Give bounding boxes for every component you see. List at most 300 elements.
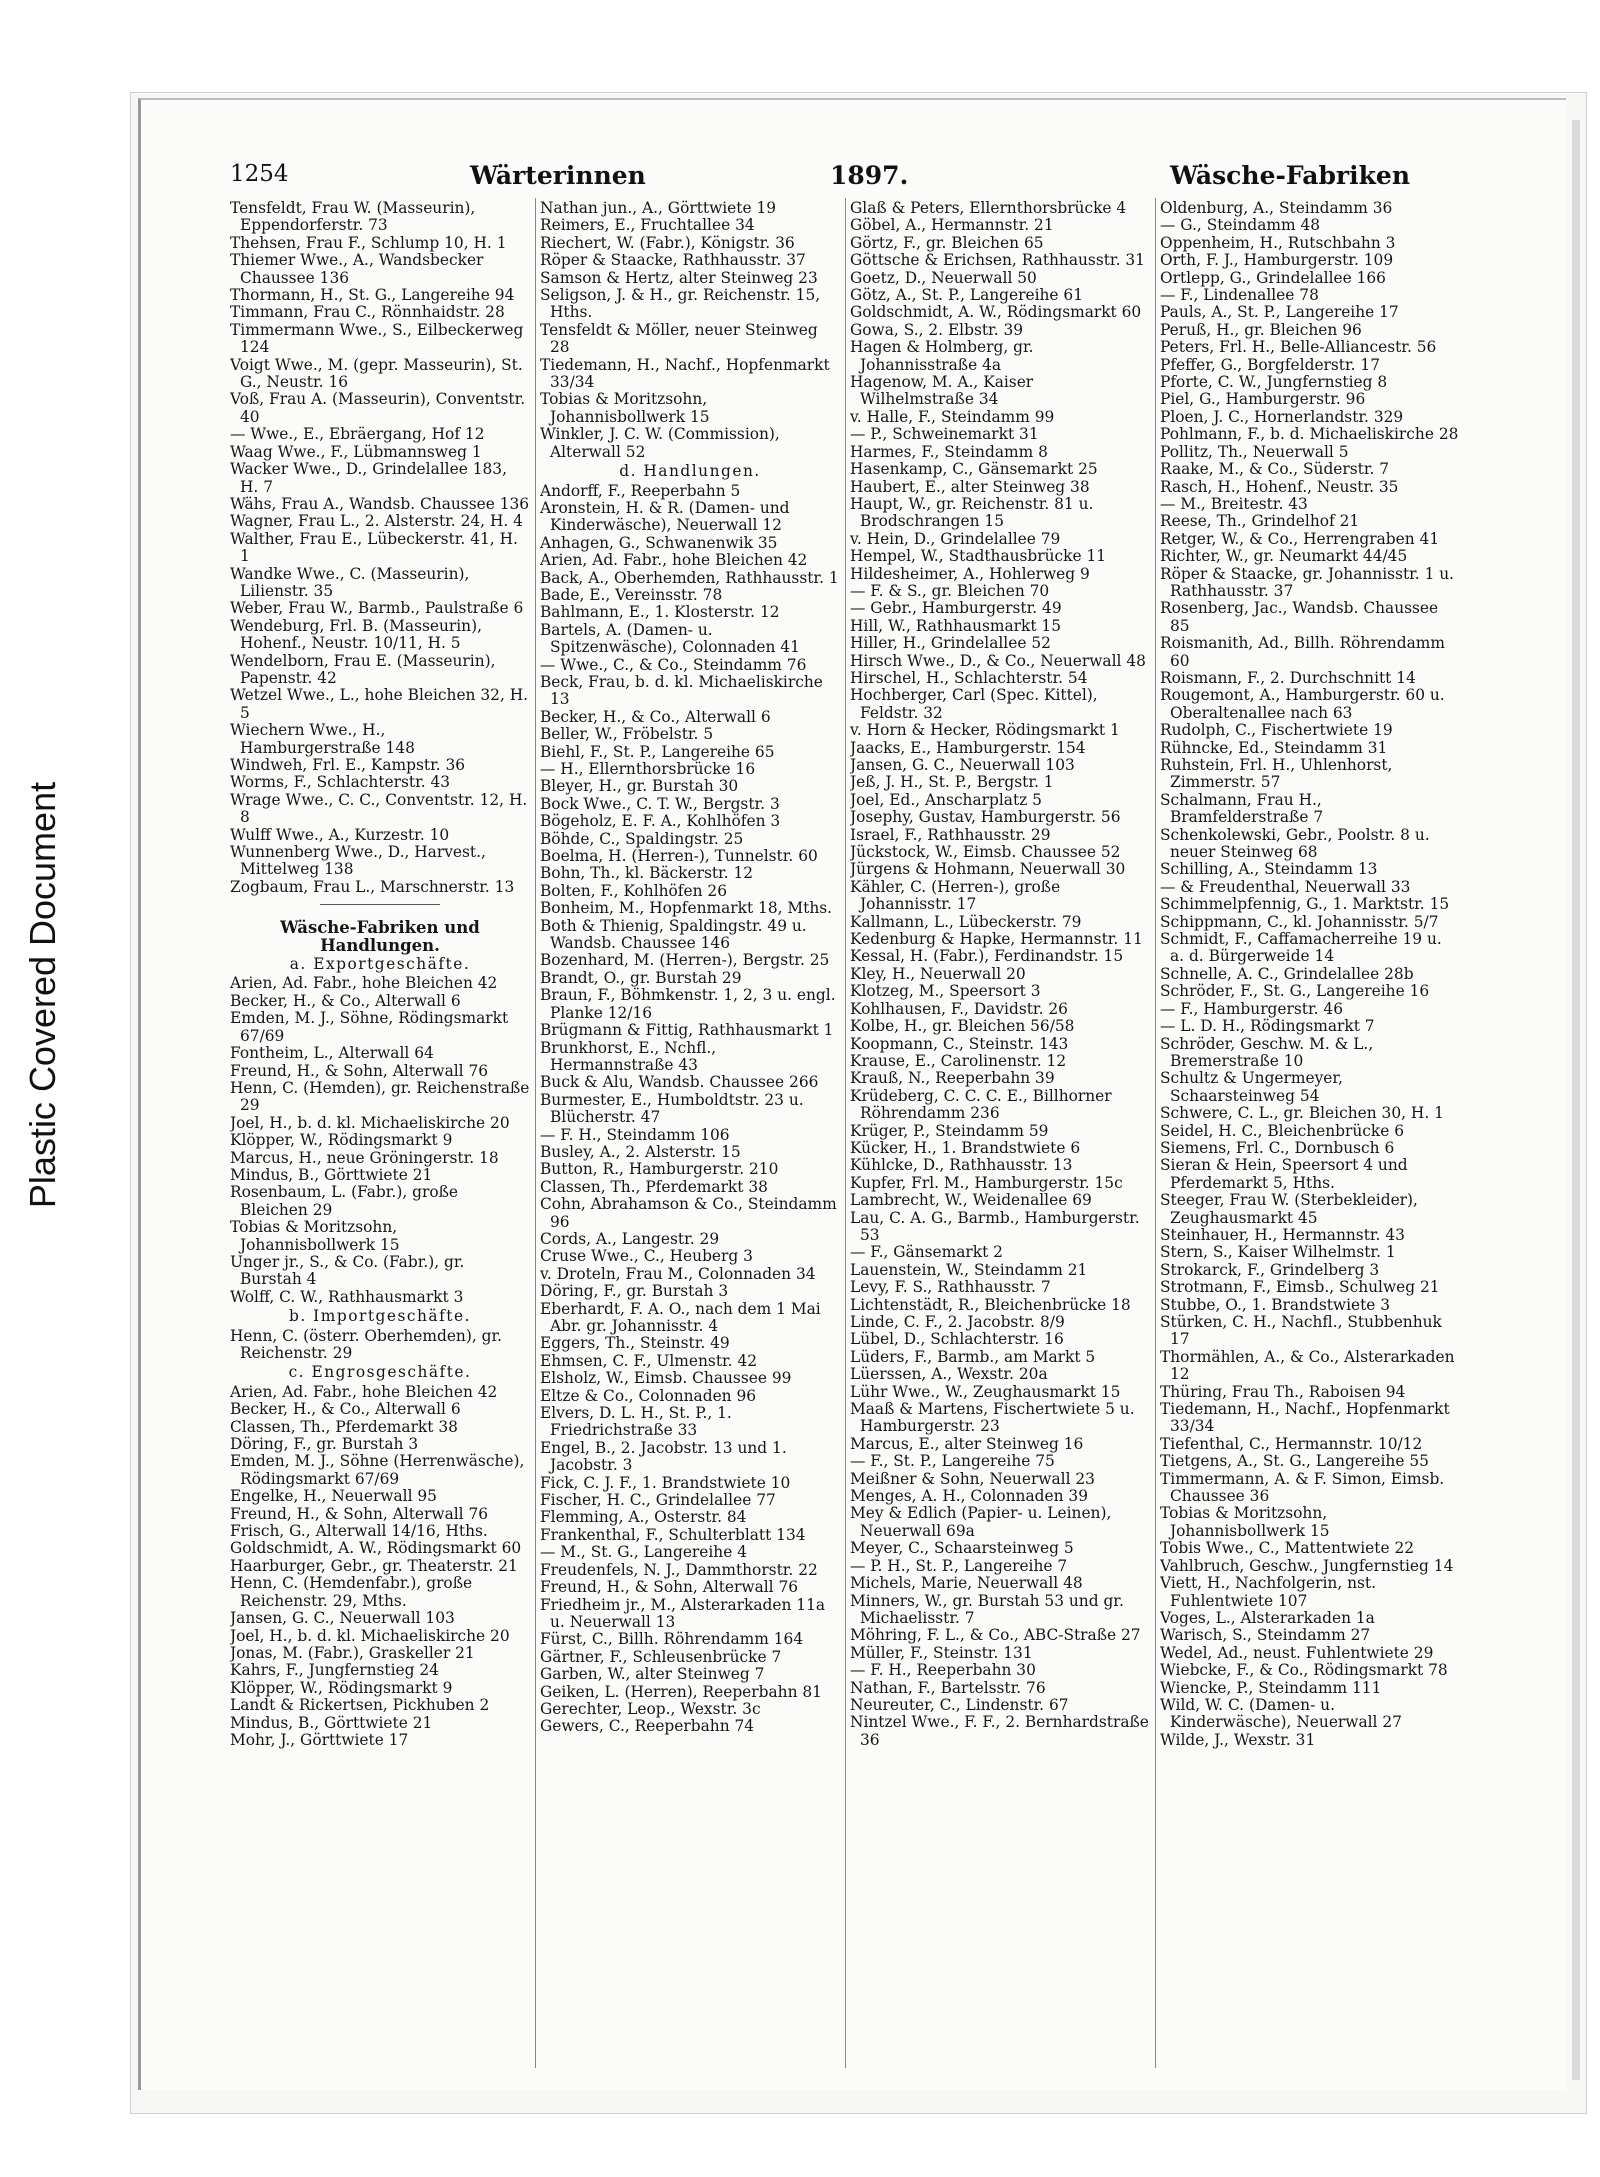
directory-entry: Freund, H., & Sohn, Alterwall 76 (540, 1578, 799, 1597)
directory-entry: Wulff Wwe., A., Kurzestr. 10 (230, 825, 450, 844)
directory-entry: Rosenbaum, L. (Fabr.), große Bleichen 29 (230, 1183, 458, 1219)
directory-entry: Jürgens & Hohmann, Neuerwall 30 (850, 860, 1126, 879)
directory-entry: Wendelborn, Frau E. (Masseurin), Papenstr. 42 (230, 651, 496, 687)
directory-entry: Wacker Wwe., D., Grindelallee 183, H. 7 (230, 460, 507, 496)
directory-entry: Wedel, Ad., neust. Fuhlentwiete 29 (1160, 1643, 1434, 1662)
directory-entry: Henn, C. (Hemdenfabr.), große Reichenstr. 29, Mths. (230, 1574, 473, 1610)
page-content (138, 98, 1563, 2088)
directory-entry: Mindus, B., Görttwiete 21 (230, 1165, 433, 1184)
directory-entry: Krüdeberg, C. C. C. E., Billhorner Röhrendamm 236 (850, 1086, 1112, 1123)
directory-entry: Hill, W., Rathhausmarkt 15 (850, 616, 1062, 635)
directory-entry: Kupfer, Frl. M., Hamburgerstr. 15c (850, 1173, 1123, 1192)
directory-entry: Göbel, A., Hermannstr. 21 (850, 216, 1054, 235)
directory-entry: Hasenkamp, C., Gänsemarkt 25 (850, 460, 1098, 479)
directory-entry: — H., Ellernthorsbrücke 16 (540, 760, 756, 778)
directory-entry: Henn, C. (österr. Oberhemden), gr. Reichenstr. 29 (230, 1326, 503, 1362)
directory-entry: Steinhauer, H., Hermannstr. 43 (1160, 1225, 1405, 1244)
directory-entry: Jansen, G. C., Neuerwall 103 (230, 1609, 455, 1628)
directory-entry: Schmidt, F., Caffamacherreihe 19 u. a. d. Bürgerweide 14 (1160, 930, 1442, 966)
directory-entry: Lübel, D., Schlachterstr. 16 (850, 1330, 1064, 1349)
directory-entry: Oldenburg, A., Steindamm 36 (1160, 200, 1393, 217)
directory-entry: Linde, C. F., 2. Jacobstr. 8/9 (850, 1313, 1065, 1331)
directory-entry: Joel, H., b. d. kl. Michaeliskirche 20 (230, 1626, 510, 1645)
directory-entry: Kessal, H. (Fabr.), Ferdinandstr. 15 (850, 947, 1124, 966)
directory-entry: Stürken, C. H., Nachfl., Stubbenhuk 17 (1160, 1313, 1442, 1349)
directory-entry: Minners, W., gr. Burstah 53 und gr. Michaelisstr. 7 (850, 1591, 1124, 1627)
directory-entry: Classen, Th., Pferdemarkt 38 (230, 1417, 458, 1436)
directory-entry: — Gebr., Hamburgerstr. 49 (850, 599, 1062, 618)
directory-entry: Haubert, E., alter Steinweg 38 (850, 477, 1090, 496)
directory-entry: Goldschmidt, A. W., Rödingsmarkt 60 (850, 303, 1142, 322)
directory-entry: Tiedemann, H., Nachf., Hopfenmarkt 33/34 (540, 355, 830, 392)
directory-entry: Kley, H., Neuerwall 20 (850, 964, 1026, 983)
directory-entry: Hirsch Wwe., D., & Co., Neuerwall 48 (850, 651, 1146, 670)
directory-entry: Nathan, F., Bartelsstr. 76 (850, 1678, 1046, 1697)
directory-entry: Timmermann, A. & F. Simon, Eimsb. Chaussee 36 (1160, 1469, 1445, 1506)
directory-entry: Hagenow, M. A., Kaiser Wilhelmstraße 34 (850, 373, 1034, 409)
directory-entry: Wolff, C. W., Rathhausmarkt 3 (230, 1287, 464, 1306)
directory-entry: Brügmann & Fittig, Rathhausmarkt 1 (540, 1021, 834, 1040)
directory-entry: Klöpper, W., Rödingsmarkt 9 (230, 1678, 453, 1697)
directory-entry: Engelke, H., Neuerwall 95 (230, 1487, 437, 1506)
directory-entry: Wähs, Frau A., Wandsb. Chaussee 136 (230, 494, 530, 513)
directory-entry: Unger jr., S., & Co. (Fabr.), gr. Burstah 4 (230, 1252, 465, 1289)
directory-entry: Schröder, F., St. G., Langereihe 16 (1160, 982, 1430, 1001)
directory-entry: Lau, C. A. G., Barmb., Hamburgerstr. 53 (850, 1208, 1140, 1244)
directory-entry: Anhagen, G., Schwanenwik 35 (540, 533, 778, 552)
directory-entry: Michels, Marie, Neuerwall 48 (850, 1574, 1083, 1593)
directory-entry: Eltze & Co., Colonnaden 96 (540, 1386, 757, 1405)
directory-entry: Meißner & Sohn, Neuerwall 23 (850, 1469, 1095, 1488)
directory-entry: Classen, Th., Pferdemarkt 38 (540, 1177, 768, 1196)
directory-entry: Oppenheim, H., Rutschbahn 3 (1160, 233, 1396, 252)
directory-entry: Bade, E., Vereinsstr. 78 (540, 585, 723, 604)
directory-entry: Bock Wwe., C. T. W., Bergstr. 3 (540, 794, 780, 813)
directory-entry: Wagner, Frau L., 2. Alsterstr. 24, H. 4 (230, 512, 523, 531)
directory-entry: Harmes, F., Steindamm 8 (850, 442, 1048, 461)
directory-entry: Cruse Wwe., C., Heuberg 3 (540, 1247, 753, 1266)
directory-entry: Menges, A. H., Colonnaden 39 (850, 1487, 1088, 1506)
directory-entry: Jeß, J. H., St. P., Bergstr. 1 (850, 773, 1054, 792)
directory-entry: Reimers, E., Fruchtallee 34 (540, 216, 755, 235)
directory-entry: Marcus, E., alter Steinweg 16 (850, 1434, 1084, 1453)
directory-entry: Kallmann, L., Lübeckerstr. 79 (850, 912, 1082, 931)
directory-entry: Becker, H., & Co., Alterwall 6 (230, 991, 461, 1010)
directory-entry: Gowa, S., 2. Elbstr. 39 (850, 320, 1024, 339)
directory-entry: Mey & Edlich (Papier- u. Leinen), Neuerwall 69a (850, 1504, 1112, 1540)
directory-entry: Goetz, D., Neuerwall 50 (850, 268, 1037, 287)
directory-entry: Kahrs, F., Jungfernstieg 24 (230, 1661, 439, 1680)
directory-entry: Ploen, J. C., Hornerlandstr. 329 (1160, 407, 1404, 426)
directory-entry: Gärtner, F., Schleusenbrücke 7 (540, 1647, 782, 1666)
directory-entry: — P. H., St. P., Langereihe 7 (850, 1556, 1068, 1575)
page-number: 1254 (230, 161, 289, 187)
directory-entry: Joel, Ed., Anscharplatz 5 (850, 790, 1042, 809)
directory-entry: Mohr, J., Görttwiete 17 (230, 1730, 409, 1749)
directory-entry: Krüger, P., Steindamm 59 (850, 1121, 1049, 1140)
directory-entry: Bögeholz, E. F. A., Kohlhöfen 3 (540, 812, 781, 831)
directory-entry: Riechert, W. (Fabr.), Königstr. 36 (540, 233, 795, 252)
directory-entry: Maaß & Martens, Fischertwiete 5 u. Hamburgerstr. 23 (850, 1400, 1135, 1436)
directory-entry: Landt & Rickertsen, Pickhuben 2 (230, 1696, 490, 1715)
directory-entry: Schenkolewski, Gebr., Poolstr. 8 u. neuer Steinweg 68 (1160, 825, 1430, 862)
directory-entry: Strotmann, F., Eimsb., Schulweg 21 (1160, 1278, 1440, 1297)
directory-entry: Both & Thienig, Spaldingstr. 49 u. Wandsb. Chaussee 146 (540, 916, 807, 953)
directory-entry: Schilling, A., Steindamm 13 (1160, 860, 1378, 879)
directory-entry: Elvers, D. L. H., St. P., 1. Friedrichstraße 33 (540, 1404, 732, 1440)
directory-entry: Winkler, J. C. W. (Commission), Alterwall 52 (540, 425, 780, 461)
page-edge (1572, 120, 1580, 2080)
section-title: Wäsche-Fabriken und Handlungen. (280, 918, 480, 955)
directory-entry: — F. H., Steindamm 106 (540, 1125, 730, 1144)
directory-entry: v. Halle, F., Steindamm 99 (850, 407, 1055, 426)
directory-entry: Peruß, H., gr. Bleichen 96 (1160, 320, 1362, 339)
directory-entry: Gewers, C., Reeperbahn 74 (540, 1717, 755, 1736)
directory-entry: Thüring, Frau Th., Raboisen 94 (1160, 1382, 1406, 1401)
directory-entry: Boelma, H. (Herren-), Tunnelstr. 60 (540, 847, 818, 866)
directory-entry: Kolbe, H., gr. Bleichen 56/58 (850, 1017, 1075, 1036)
directory-entry: Siemens, Frl. C., Dornbusch 6 (1160, 1138, 1395, 1157)
directory-entry: Cohn, Abrahamson & Co., Steindamm 96 (540, 1195, 837, 1231)
header-right-title: Wäsche-Fabriken (1170, 161, 1410, 190)
directory-entry: — M., St. G., Langereihe 4 (540, 1543, 748, 1562)
directory-entry: Geiken, L. (Herren), Reeperbahn 81 (540, 1682, 822, 1701)
directory-entry: Braun, F., Böhmkenstr. 1, 2, 3 u. engl. Planke 12/16 (540, 986, 836, 1022)
directory-entry: Warisch, S., Steindamm 27 (1160, 1626, 1371, 1645)
directory-entry: Wiebcke, F., & Co., Rödingsmarkt 78 (1160, 1661, 1448, 1680)
column-1 (230, 200, 530, 2070)
directory-entry: — F., Hamburgerstr. 46 (1160, 999, 1343, 1018)
directory-entry: Retger, W., & Co., Herrengraben 41 (1160, 529, 1440, 548)
directory-entry: Lühr Wwe., W., Zeughausmarkt 15 (850, 1382, 1121, 1401)
directory-entry: Voges, L., Alsterarkaden 1a (1160, 1608, 1375, 1627)
directory-entry: Schalmann, Frau H., Bramfelderstraße 7 (1160, 790, 1324, 827)
directory-entry: Schröder, Geschw. M. & L., Bremerstraße 10 (1160, 1034, 1374, 1070)
directory-entry: Cords, A., Langestr. 29 (540, 1229, 720, 1248)
directory-entry: Frisch, G., Alterwall 14/16, Hths. (230, 1522, 488, 1541)
directory-entry: Rougemont, A., Hamburgerstr. 60 u. Oberaltenallee nach 63 (1160, 686, 1445, 722)
directory-entry: Busley, A., 2. Alsterstr. 15 (540, 1142, 741, 1161)
directory-entry: — P., Schweinemarkt 31 (850, 425, 1039, 444)
directory-entry: Beller, W., Fröbelstr. 5 (540, 725, 714, 744)
directory-entry: Müller, F., Steinstr. 131 (850, 1643, 1033, 1662)
directory-entry: Wiencke, P., Steindamm 111 (1160, 1678, 1382, 1697)
directory-entry: Steeger, Frau W. (Sterbekleider), Zeughausmarkt 45 (1160, 1191, 1418, 1227)
directory-entry: Wild, W. C. (Damen- u. Kinderwäsche), Neuerwall 27 (1160, 1695, 1402, 1732)
directory-entry: Görtz, F., gr. Bleichen 65 (850, 233, 1044, 252)
directory-entry: Jückstock, W., Eimsb. Chaussee 52 (850, 843, 1121, 862)
directory-entry: Lüders, F., Barmb., am Markt 5 (850, 1347, 1096, 1366)
directory-entry: Orth, F. J., Hamburgerstr. 109 (1160, 251, 1394, 270)
directory-entry: Götz, A., St. P., Langereihe 61 (850, 286, 1084, 305)
directory-entry: Arien, Ad. Fabr., hohe Bleichen 42 (230, 974, 498, 993)
directory-entry: — F., St. P., Langereihe 75 (850, 1452, 1055, 1471)
directory-entry: Ortlepp, G., Grindelallee 166 (1160, 268, 1386, 287)
directory-entry: Nintzel Wwe., F. F., 2. Bernhardstraße 36 (850, 1713, 1149, 1749)
directory-entry: Schwere, C. L., gr. Bleichen 30, H. 1 (1160, 1104, 1444, 1123)
directory-entry: Nathan jun., A., Görttwiete 19 (540, 200, 777, 217)
directory-entry: Röper & Staacke, gr. Johannisstr. 1 u. Rathhausstr. 37 (1160, 564, 1455, 600)
directory-entry: Schnelle, A. C., Grindelallee 28b (1160, 964, 1414, 983)
directory-entry: Bonheim, M., Hopfenmarkt 18, Mths. (540, 899, 833, 918)
subsection-title: d. Handlungen. (619, 462, 761, 481)
directory-entry: Windweh, Frl. E., Kampstr. 36 (230, 756, 466, 774)
directory-entry: Marcus, H., neue Gröningerstr. 18 (230, 1148, 499, 1167)
directory-entry: Seidel, H. C., Bleichenbrücke 6 (1160, 1121, 1405, 1140)
directory-entry: Ruhstein, Frl. H., Uhlenhorst, Zimmerstr. 57 (1160, 756, 1393, 792)
directory-entry: Freund, H., & Sohn, Alterwall 76 (230, 1061, 489, 1080)
directory-entry: Kücker, H., 1. Brandstwiete 6 (850, 1138, 1081, 1157)
directory-entry: Pauls, A., St. P., Langereihe 17 (1160, 303, 1399, 322)
directory-entry: Röper & Staacke, Rathhausstr. 37 (540, 251, 806, 270)
directory-entry: Frankenthal, F., Schulterblatt 134 (540, 1525, 806, 1544)
directory-entry: Weber, Frau W., Barmb., Paulstraße 6 (230, 599, 524, 618)
directory-entry: Lambrecht, W., Weidenallee 69 (850, 1191, 1092, 1210)
directory-entry: Waag Wwe., F., Lübmannsweg 1 (230, 442, 482, 461)
directory-entry: Raake, M., & Co., Süderstr. 7 (1160, 460, 1390, 479)
subsection-title: a. Exportgeschäfte. (289, 955, 471, 974)
directory-entry: Kohlhausen, F., Davidstr. 26 (850, 999, 1068, 1018)
directory-entry: Brunkhorst, E., Nchfl., Hermannstraße 43 (540, 1038, 717, 1074)
directory-entry: Tobis Wwe., C., Mattentwiete 22 (1160, 1539, 1415, 1558)
entry-list (230, 200, 530, 896)
directory-entry: Fontheim, L., Alterwall 64 (230, 1044, 434, 1063)
directory-entry: Burmester, E., Humboldtstr. 23 u. Blücherstr. 47 (540, 1090, 804, 1127)
directory-entry: — F., Gänsemarkt 2 (850, 1243, 1003, 1262)
directory-entry: Koopmann, C., Steinstr. 143 (850, 1034, 1069, 1053)
directory-entry: Lichtenstädt, R., Bleichenbrücke 18 (850, 1295, 1131, 1314)
directory-entry: Gerechter, Leop., Wexstr. 3c (540, 1699, 761, 1718)
page-header (230, 161, 1460, 201)
entry-list (850, 200, 1150, 1749)
directory-entry: Arien, Ad. Fabr., hohe Bleichen 42 (230, 1382, 498, 1401)
directory-entry: Kedenburg & Hapke, Hermannstr. 11 (850, 930, 1143, 949)
directory-entry: Engel, B., 2. Jacobstr. 13 und 1. Jacobstr. 3 (540, 1438, 787, 1475)
directory-entry: Rudolph, C., Fischertwiete 19 (1160, 721, 1393, 740)
directory-entry: Flemming, A., Osterstr. 84 (540, 1508, 747, 1527)
directory-entry: Josephy, Gustav, Hamburgerstr. 56 (850, 808, 1121, 827)
directory-entry: Freund, H., & Sohn, Alterwall 76 (230, 1504, 489, 1523)
directory-entry: Peters, Frl. H., Belle-Alliancestr. 56 (1160, 338, 1437, 357)
directory-entry: Klotzeg, M., Speersort 3 (850, 982, 1041, 1001)
directory-entry: Aronstein, H. & R. (Damen- und Kinderwäsche), Neuerwall 12 (540, 498, 790, 535)
directory-entry: Tensfeldt & Möller, neuer Steinweg 28 (540, 320, 818, 357)
directory-entry: Button, R., Hamburgerstr. 210 (540, 1160, 779, 1179)
directory-entry: Strokarck, F., Grindelberg 3 (1160, 1260, 1380, 1279)
directory-entry: Haarburger, Gebr., gr. Theaterstr. 21 (230, 1556, 518, 1575)
directory-entry: v. Droteln, Frau M., Colonnaden 34 (540, 1264, 816, 1283)
directory-entry: Richter, W., gr. Neumarkt 44/45 (1160, 547, 1408, 566)
directory-entry: Emden, M. J., Söhne, Rödingsmarkt 67/69 (230, 1009, 509, 1045)
directory-entry: Bozenhard, M. (Herren-), Bergstr. 25 (540, 951, 830, 970)
directory-entry: Timmann, Frau C., Rönnhaidstr. 28 (230, 303, 505, 322)
directory-entry: Becker, H., & Co., Alterwall 6 (540, 707, 771, 726)
directory-entry: Timmermann Wwe., S., Eilbeckerweg 124 (230, 320, 524, 357)
directory-entry: Worms, F., Schlachterstr. 43 (230, 773, 451, 792)
directory-entry: Becker, H., & Co., Alterwall 6 (230, 1400, 461, 1419)
directory-entry: Walther, Frau E., Lübeckerstr. 41, H. 1 (230, 529, 518, 566)
directory-entry: Mindus, B., Görttwiete 21 (230, 1713, 433, 1732)
directory-entry: Viett, H., Nachfolgerin, nst. Fuhlentwiete 107 (1160, 1574, 1377, 1610)
columns (230, 200, 1460, 2070)
directory-entry: Thiemer Wwe., A., Wandsbecker Chaussee 136 (230, 251, 484, 287)
directory-entry: Fürst, C., Billh. Röhrendamm 164 (540, 1630, 804, 1649)
directory-entry: Bohn, Th., kl. Bäckerstr. 12 (540, 864, 754, 883)
directory-entry: Bartels, A. (Damen- u. Spitzenwäsche), Colonnaden 41 (540, 620, 800, 657)
directory-entry: Bleyer, H., gr. Burstah 30 (540, 777, 739, 796)
directory-entry: — F. & S., gr. Bleichen 70 (850, 581, 1050, 600)
directory-entry: Eggers, Th., Steinstr. 49 (540, 1334, 730, 1353)
directory-entry: Sieran & Hein, Speersort 4 und Pferdemarkt 5, Hths. (1160, 1156, 1408, 1192)
directory-entry: Roismanith, Ad., Billh. Röhrendamm 60 (1160, 634, 1445, 670)
entry-list (540, 200, 840, 461)
directory-entry: Jonas, M. (Fabr.), Graskeller 21 (230, 1643, 475, 1662)
directory-entry: Thehsen, Frau F., Schlump 10, H. 1 (230, 233, 507, 252)
entry-list (230, 1384, 530, 1750)
directory-entry: Piel, G., Hamburgerstr. 96 (1160, 390, 1366, 409)
directory-entry: Pohlmann, F., b. d. Michaeliskirche 28 (1160, 425, 1459, 444)
directory-entry: — Wwe., C., & Co., Steindamm 76 (540, 655, 807, 674)
directory-entry: Levy, F. S., Rathhausstr. 7 (850, 1278, 1051, 1297)
directory-entry: Back, A., Oberhemden, Rathhausstr. 1 (540, 568, 839, 587)
directory-entry: Pforte, C. W., Jungfernstieg 8 (1160, 373, 1388, 392)
directory-entry: Andorff, F., Reeperbahn 5 (540, 481, 741, 500)
directory-entry: Pfeffer, G., Borgfelderstr. 17 (1160, 355, 1381, 374)
directory-entry: Eberhardt, F. A. O., nach dem 1 Mai Abr. gr. Johannisstr. 4 (540, 1299, 821, 1335)
directory-entry: Wandke Wwe., C. (Masseurin), Lilienstr. 35 (230, 564, 470, 600)
directory-entry: Döring, F., gr. Burstah 3 (230, 1435, 419, 1454)
directory-entry: Fick, C. J. F., 1. Brandstwiete 10 (540, 1473, 791, 1492)
directory-entry: Wilde, J., Wexstr. 31 (1160, 1730, 1316, 1749)
directory-entry: — F. H., Reeperbahn 30 (850, 1661, 1036, 1680)
directory-entry: Meyer, C., Schaarsteinweg 5 (850, 1539, 1074, 1558)
directory-entry: Stubbe, O., 1. Brandstwiete 3 (1160, 1295, 1391, 1314)
directory-entry: Tiedemann, H., Nachf., Hopfenmarkt 33/34 (1160, 1400, 1450, 1436)
directory-entry: Tietgens, A., St. G., Langereihe 55 (1160, 1452, 1429, 1471)
directory-entry: Seligson, J. & H., gr. Reichenstr. 15, Hths. (540, 286, 821, 322)
directory-entry: Ehmsen, C. F., Ulmenstr. 42 (540, 1351, 758, 1370)
directory-entry: Tensfeldt, Frau W. (Masseurin), Eppendorferstr. 73 (230, 200, 476, 235)
directory-entry: Vahlbruch, Geschw., Jungfernstieg 14 (1160, 1556, 1454, 1575)
column-3 (850, 200, 1150, 2070)
directory-entry: Roismann, F., 2. Durchschnitt 14 (1160, 668, 1416, 687)
subsection-title: c. Engrosgeschäfte. (288, 1363, 472, 1382)
overlay-label: Plastic Covered Document (22, 781, 63, 1209)
directory-entry: Stern, S., Kaiser Wilhelmstr. 1 (1160, 1243, 1396, 1262)
directory-entry: Bahlmann, E., 1. Klosterstr. 12 (540, 603, 780, 622)
directory-entry: Friedheim jr., M., Alsterarkaden 11a u. Neuerwall 13 (540, 1595, 826, 1631)
directory-entry: Beck, Frau, b. d. kl. Michaeliskirche 13 (540, 672, 823, 709)
directory-entry: Jansen, G. C., Neuerwall 103 (850, 756, 1075, 774)
directory-entry: Glaß & Peters, Ellernthorsbrücke 4 (850, 200, 1127, 217)
entry-list (230, 975, 530, 1306)
directory-entry: Buck & Alu, Wandsb. Chaussee 266 (540, 1073, 819, 1092)
directory-entry: Hirschel, H., Schlachterstr. 54 (850, 668, 1088, 687)
directory-entry: Voß, Frau A. (Masseurin), Conventstr. 40 (230, 390, 526, 426)
directory-entry: Joel, H., b. d. kl. Michaeliskirche 20 (230, 1113, 510, 1132)
column-2 (540, 200, 840, 2070)
directory-entry: Lüerssen, A., Wexstr. 20a (850, 1365, 1048, 1384)
directory-entry: Böhde, C., Spaldingstr. 25 (540, 829, 744, 848)
directory-entry: Thormählen, A., & Co., Alsterarkaden 12 (1160, 1347, 1455, 1384)
column-4 (1160, 200, 1460, 2070)
directory-entry: v. Hein, D., Grindelallee 79 (850, 529, 1061, 548)
directory-entry: Freudenfels, N. J., Dammthorstr. 22 (540, 1560, 818, 1579)
directory-entry: Pollitz, Th., Neuerwall 5 (1160, 442, 1349, 461)
directory-entry: Tobias & Moritzsohn, Johannisbollwerk 15 (540, 390, 710, 426)
directory-entry: Hiller, H., Grindelallee 52 (850, 634, 1051, 653)
entry-list (230, 1328, 530, 1363)
directory-entry: Tiefenthal, C., Hermannstr. 10/12 (1160, 1434, 1423, 1453)
directory-entry: Thormann, H., St. G., Langereihe 94 (230, 286, 515, 305)
directory-entry: Voigt Wwe., M. (gepr. Masseurin), St. G., Neustr. 16 (230, 355, 523, 392)
entry-list (540, 483, 840, 1736)
directory-entry: Elsholz, W., Eimsb. Chaussee 99 (540, 1369, 792, 1388)
directory-entry: Wunnenberg Wwe., D., Harvest., Mittelweg 138 (230, 843, 486, 879)
directory-entry: Tobias & Moritzsohn, Johannisbollwerk 15 (230, 1218, 400, 1254)
directory-entry: Wrage Wwe., C. C., Conventstr. 12, H. 8 (230, 790, 528, 827)
directory-entry: Arien, Ad. Fabr., hohe Bleichen 42 (540, 551, 808, 570)
directory-entry: v. Horn & Hecker, Rödingsmarkt 1 (850, 721, 1120, 740)
header-year: 1897. (830, 161, 909, 190)
directory-entry: Kähler, C. (Herren-), große Johannisstr. 17 (850, 877, 1061, 914)
directory-entry: — M., Breitestr. 43 (1160, 494, 1308, 513)
directory-entry: Lauenstein, W., Steindamm 21 (850, 1260, 1088, 1279)
directory-entry: Kühlcke, D., Rathhausstr. 13 (850, 1156, 1073, 1175)
directory-entry: — Wwe., E., Ebräergang, Hof 12 (230, 425, 485, 444)
directory-entry: Krauß, N., Reeperbahn 39 (850, 1069, 1055, 1088)
directory-entry: Biehl, F., St. P., Langereihe 65 (540, 742, 775, 761)
directory-entry: Wiechern Wwe., H., Hamburgerstraße 148 (230, 721, 415, 757)
header-left-title: Wärterinnen (470, 161, 646, 190)
directory-entry: Jaacks, E., Hamburgerstr. 154 (850, 738, 1086, 757)
directory-entry: Hagen & Holmberg, gr. Johannisstraße 4a (850, 338, 1034, 374)
directory-entry: Krause, E., Carolinenstr. 12 (850, 1051, 1067, 1070)
directory-entry: Rühncke, Ed., Steindamm 31 (1160, 738, 1388, 757)
directory-entry: Hildesheimer, A., Hohlerweg 9 (850, 564, 1090, 583)
directory-entry: Schippmann, C., kl. Johannisstr. 5/7 (1160, 912, 1439, 931)
directory-entry: Schultz & Ungermeyer, Schaarsteinweg 54 (1160, 1069, 1343, 1105)
entry-list (1160, 200, 1460, 1749)
directory-entry: Klöpper, W., Rödingsmarkt 9 (230, 1131, 453, 1150)
directory-entry: Tobias & Moritzsohn, Johannisbollwerk 15 (1160, 1504, 1330, 1540)
directory-entry: Göttsche & Erichsen, Rathhausstr. 31 (850, 251, 1145, 270)
directory-entry: Wendeburg, Frl. B. (Masseurin), Hohenf., Neustr. 10/11, H. 5 (230, 616, 482, 653)
directory-entry: Henn, C. (Hemden), gr. Reichenstraße 29 (230, 1078, 530, 1115)
directory-entry: Emden, M. J., Söhne (Herrenwäsche), Rödingsmarkt 67/69 (230, 1452, 525, 1488)
directory-entry: — F., Lindenallee 78 (1160, 286, 1319, 305)
directory-entry: Rasch, H., Hohenf., Neustr. 35 (1160, 477, 1399, 496)
directory-entry: Fischer, H. C., Grindelallee 77 (540, 1491, 776, 1510)
directory-entry: Döring, F., gr. Burstah 3 (540, 1282, 729, 1301)
directory-entry: Neureuter, C., Lindenstr. 67 (850, 1695, 1069, 1714)
directory-entry: — G., Steindamm 48 (1160, 216, 1321, 235)
directory-entry: Hempel, W., Stadthausbrücke 11 (850, 547, 1107, 566)
directory-entry: Goldschmidt, A. W., Rödingsmarkt 60 (230, 1539, 522, 1558)
directory-entry: Samson & Hertz, alter Steinweg 23 (540, 268, 818, 287)
directory-entry: — L. D. H., Rödingsmarkt 7 (1160, 1017, 1375, 1036)
directory-entry: Wetzel Wwe., L., hohe Bleichen 32, H. 5 (230, 686, 529, 722)
directory-entry: Hochberger, Carl (Spec. Kittel), Feldstr. 32 (850, 686, 1098, 722)
directory-entry: Zogbaum, Frau L., Marschnerstr. 13 (230, 877, 515, 896)
section-divider (320, 904, 440, 905)
directory-entry: Reese, Th., Grindelhof 21 (1160, 512, 1360, 531)
directory-entry: Israel, F., Rathhausstr. 29 (850, 825, 1051, 844)
directory-entry: Garben, W., alter Steinweg 7 (540, 1665, 765, 1684)
directory-entry: — & Freudenthal, Neuerwall 33 (1160, 877, 1411, 896)
directory-entry: Rosenberg, Jac., Wandsb. Chaussee 85 (1160, 599, 1439, 635)
directory-entry: Möhring, F. L., & Co., ABC-Straße 27 (850, 1626, 1141, 1645)
